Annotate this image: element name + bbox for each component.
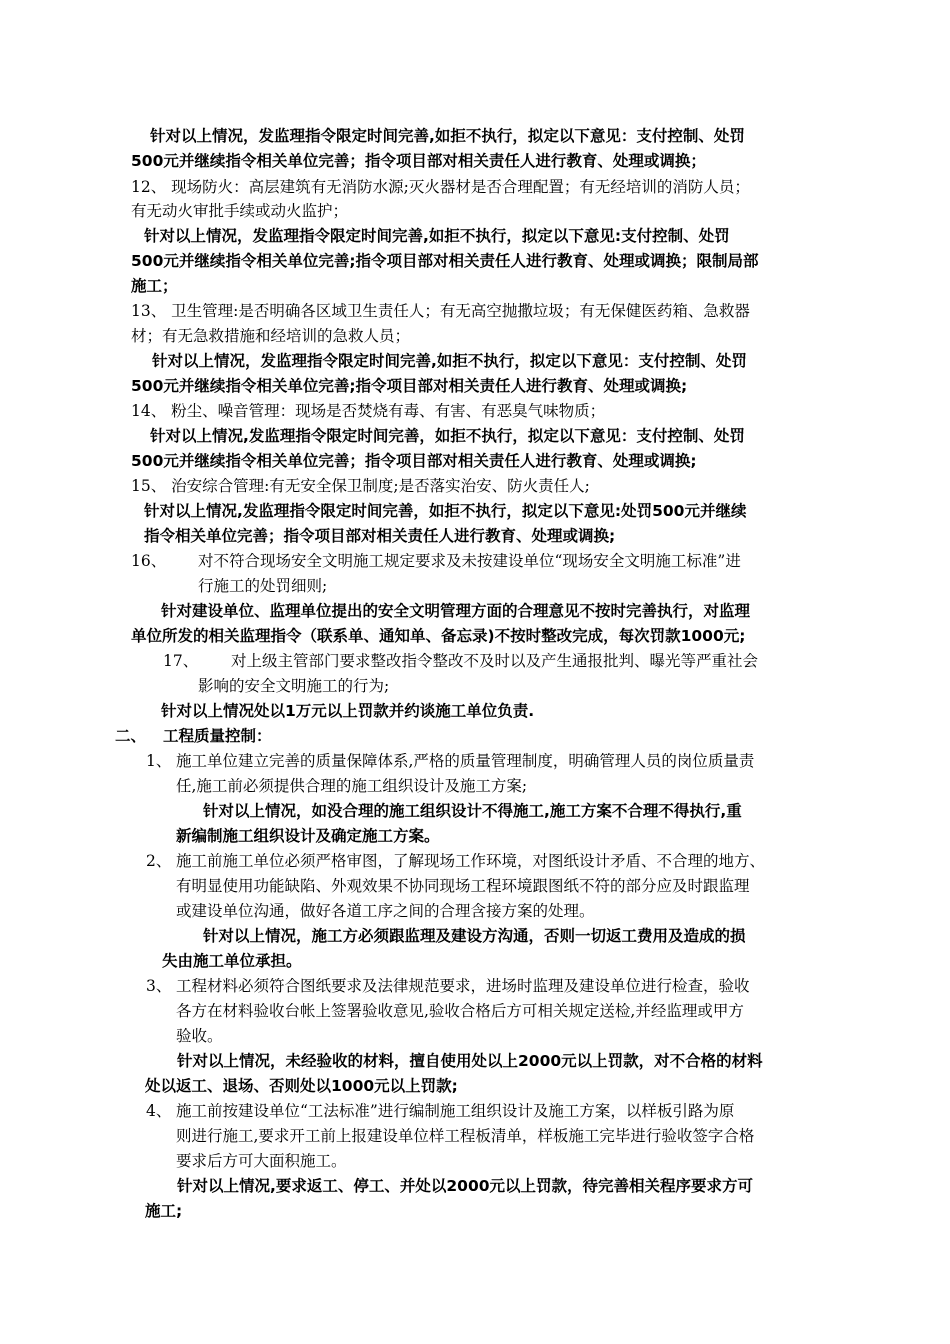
text-line: 验收。 (176, 1027, 223, 1045)
text-line: 针对以上情况，发监理指令限定时间完善,如拒不执行，拟定以下意见：支付控制、处罚 (150, 127, 745, 145)
text-line: 失由施工单位承担。 (162, 952, 302, 970)
text-line: 材；有无急救措施和经培训的急救人员； (131, 327, 411, 345)
text-line: 处以返工、退场、否则处以1000元以上罚款; (145, 1077, 458, 1095)
item-number: 3、 (146, 977, 172, 995)
text-line: 针对以上情况，未经验收的材料，擅自使用处以上2000元以上罚款，对不合格的材料 (177, 1052, 763, 1070)
section-number: 二、 (115, 727, 147, 745)
text-line: 15、 治安综合管理:有无安全保卫制度;是否落实治安、防火责任人; (131, 477, 590, 495)
text-line: 指令相关单位完善；指令项目部对相关责任人进行教育、处理或调换; (144, 527, 616, 545)
text-line: 13、 卫生管理:是否明确各区域卫生责任人；有无高空抛撒垃圾；有无保健医药箱、急救器 (131, 302, 750, 320)
text-line: 500元并继续指令相关单位完善;指令项目部对相关责任人进行教育、处理或调换; (131, 377, 688, 395)
item-number: 4、 (146, 1102, 172, 1120)
text-line: 针对以上情况，发监理指令限定时间完善,如拒不执行，拟定以下意见:支付控制、处罚 (144, 227, 730, 245)
text-line: 针对以上情况，如没合理的施工组织设计不得施工,施工方案不合理不得执行,重 (203, 802, 742, 820)
item-number: 16、 (131, 552, 167, 570)
text-line: 任,施工前必须提供合理的施工组织设计及施工方案; (176, 777, 528, 795)
item-number: 2、 (146, 852, 172, 870)
text-line: 针对以上情况,要求返工、停工、并处以2000元以上罚款，待完善相关程序要求方可 (177, 1177, 754, 1195)
text-line: 有无动火审批手续或动火监护； (131, 202, 349, 220)
text-line: 施工单位建立完善的质量保障体系,严格的质量管理制度，明确管理人员的岗位质量责 (176, 752, 755, 770)
text-line: 500元并继续指令相关单位完善；指令项目部对相关责任人进行教育、处理或调换; (131, 452, 697, 470)
text-line: 行施工的处罚细则; (198, 577, 328, 595)
text-line: 要求后方可大面积施工。 (176, 1152, 347, 1170)
text-line: 针对以上情况，施工方必须跟监理及建设方沟通，否则一切返工费用及造成的损 (203, 927, 746, 945)
text-line: 影响的安全文明施工的行为; (198, 677, 390, 695)
item-number: 1、 (146, 752, 172, 770)
text-line: 或建设单位沟通，做好各道工序之间的合理含接方案的处理。 (176, 902, 595, 920)
text-line: 对不符合现场安全文明施工规定要求及未按建设单位“现场安全文明施工标准”进 (198, 552, 741, 570)
text-line: 针对以上情况，发监理指令限定时间完善,如拒不执行，拟定以下意见：支付控制、处罚 (152, 352, 747, 370)
text-line: 有明显使用功能缺陷、外观效果不协同现场工程环境跟图纸不符的部分应及时跟监理 (176, 877, 750, 895)
text-line: 14、 粉尘、噪音管理：现场是否焚烧有毒、有害、有恶臭气味物质； (131, 402, 606, 420)
text-line: 针对以上情况处以1万元以上罚款并约谈施工单位负责. (161, 702, 535, 720)
text-line: 500元并继续指令相关单位完善;指令项目部对相关责任人进行教育、处理或调换；限制局部 (131, 252, 759, 270)
item-number: 17、 (163, 652, 199, 670)
text-line: 12、 现场防火：高层建筑有无消防水源;灭火器材是否合理配置；有无经培训的消防人员； (131, 178, 750, 196)
section-title: 工程质量控制： (163, 727, 272, 745)
text-line: 工程材料必须符合图纸要求及法律规范要求，进场时监理及建设单位进行检查，验收 (176, 977, 750, 995)
text-line: 则进行施工,要求开工前上报建设单位样工程板清单，样板施工完毕进行验收签字合格 (176, 1127, 755, 1145)
text-line: 对上级主管部门要求整改指令整改不及时以及产生通报批判、曝光等严重社会 (231, 652, 759, 670)
text-line: 针对以上情况,发监理指令限定时间完善，如拒不执行，拟定以下意见：支付控制、处罚 (150, 427, 745, 445)
text-line: 针对建设单位、监理单位提出的安全文明管理方面的合理意见不按时完善执行，对监理 (161, 602, 751, 620)
text-line: 针对以上情况,发监理指令限定时间完善，如拒不执行，拟定以下意见:处罚500元并继续 (144, 502, 747, 520)
text-line: 施工前按建设单位“工法标准”进行编制施工组织设计及施工方案，以样板引路为原 (176, 1102, 735, 1120)
text-line: 施工前施工单位必须严格审图，了解现场工作环境，对图纸设计矛盾、不合理的地方、 (176, 852, 766, 870)
text-line: 各方在材料验收台帐上签署验收意见,验收合格后方可相关规定送检,并经监理或甲方 (176, 1002, 744, 1020)
text-line: 施工; (145, 1202, 183, 1220)
text-line: 单位所发的相关监理指令（联系单、通知单、备忘录)不按时整改完成，每次罚款1000元; (131, 627, 746, 645)
text-line: 新编制施工组织设计及确定施工方案。 (176, 827, 440, 845)
text-line: 施工； (131, 277, 178, 295)
text-line: 500元并继续指令相关单位完善；指令项目部对相关责任人进行教育、处理或调换； (131, 152, 706, 170)
